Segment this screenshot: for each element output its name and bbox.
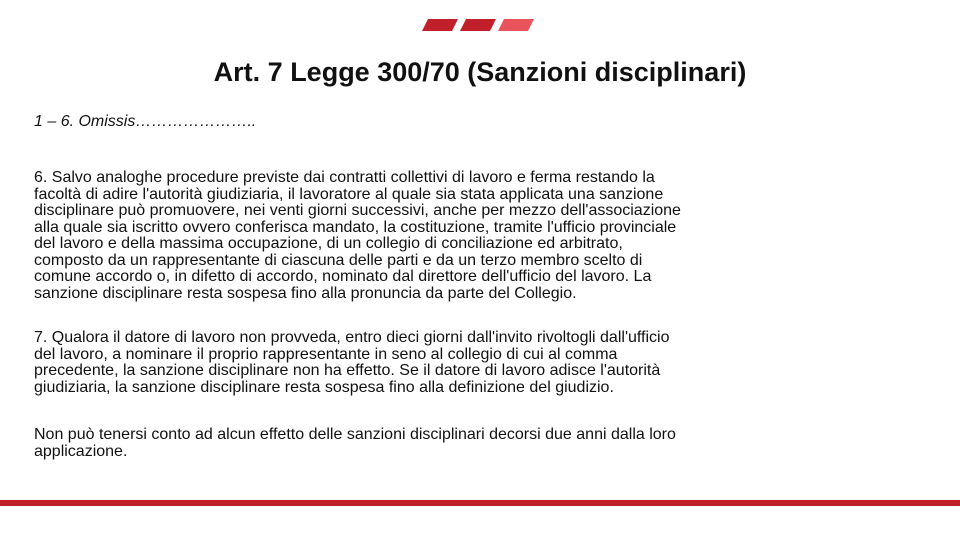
- brand-logo-icon: [422, 19, 534, 31]
- page-title: Art. 7 Legge 300/70 (Sanzioni disciplinari): [213, 57, 747, 87]
- footer-divider: [0, 500, 960, 506]
- text-line: precedente, la sanzione disciplinare non ha effetto. Se il datore di lavoro adisce l'autorità: [34, 362, 661, 379]
- text-line: 7. Qualora il datore di lavoro non provveda, entro dieci giorni dall'invito rivoltogli dall'ufficio: [34, 329, 670, 346]
- text-line: disciplinare può promuovere, nei venti giorni successivi, anche per mezzo dell'associazione: [34, 202, 681, 219]
- paragraph-6: [34, 170, 926, 302]
- text-line: del lavoro, a nominare il proprio rappresentante in seno al collegio di cui al comma: [34, 345, 618, 363]
- text-line: comune accordo o, in difetto di accordo, nominato dal direttore dell'ufficio del lavoro. La: [34, 268, 652, 285]
- omissis-note: 1 – 6. Omissis…………………..: [34, 113, 257, 130]
- text-line: sanzione disciplinare resta sospesa fino alla pronuncia da parte del Collegio.: [34, 284, 577, 302]
- text-line: facoltà di adire l'autorità giudiziaria, il lavoratore al quale sia stata applicata una sanzione: [34, 185, 664, 203]
- text-line: applicazione.: [34, 442, 128, 460]
- logo-bar-1: [422, 19, 458, 31]
- text-line: 6. Salvo analoghe procedure previste dai contratti collettivi di lavoro e ferma restando la: [34, 169, 655, 186]
- logo-bar-2: [460, 19, 496, 31]
- text-line: del lavoro e della massima occupazione, di un collegio di conciliazione ed arbitrato,: [34, 235, 623, 252]
- text-line: composto da un rappresentante di ciascuna delle parti e da un terzo membro scelto di: [34, 251, 643, 269]
- paragraph-7: [34, 330, 926, 396]
- logo-bar-3: [498, 19, 534, 31]
- text-line: Non può tenersi conto ad alcun effetto delle sanzioni disciplinari decorsi due anni dalla loro: [34, 426, 676, 443]
- text-line: alla quale sia iscritto ovvero conferisca mandato, la costituzione, tramite l'ufficio provinciale: [34, 218, 677, 236]
- paragraph-final: [34, 427, 926, 460]
- text-line: giudiziaria, la sanzione disciplinare resta sospesa fino alla definizione del giudizio.: [34, 378, 614, 396]
